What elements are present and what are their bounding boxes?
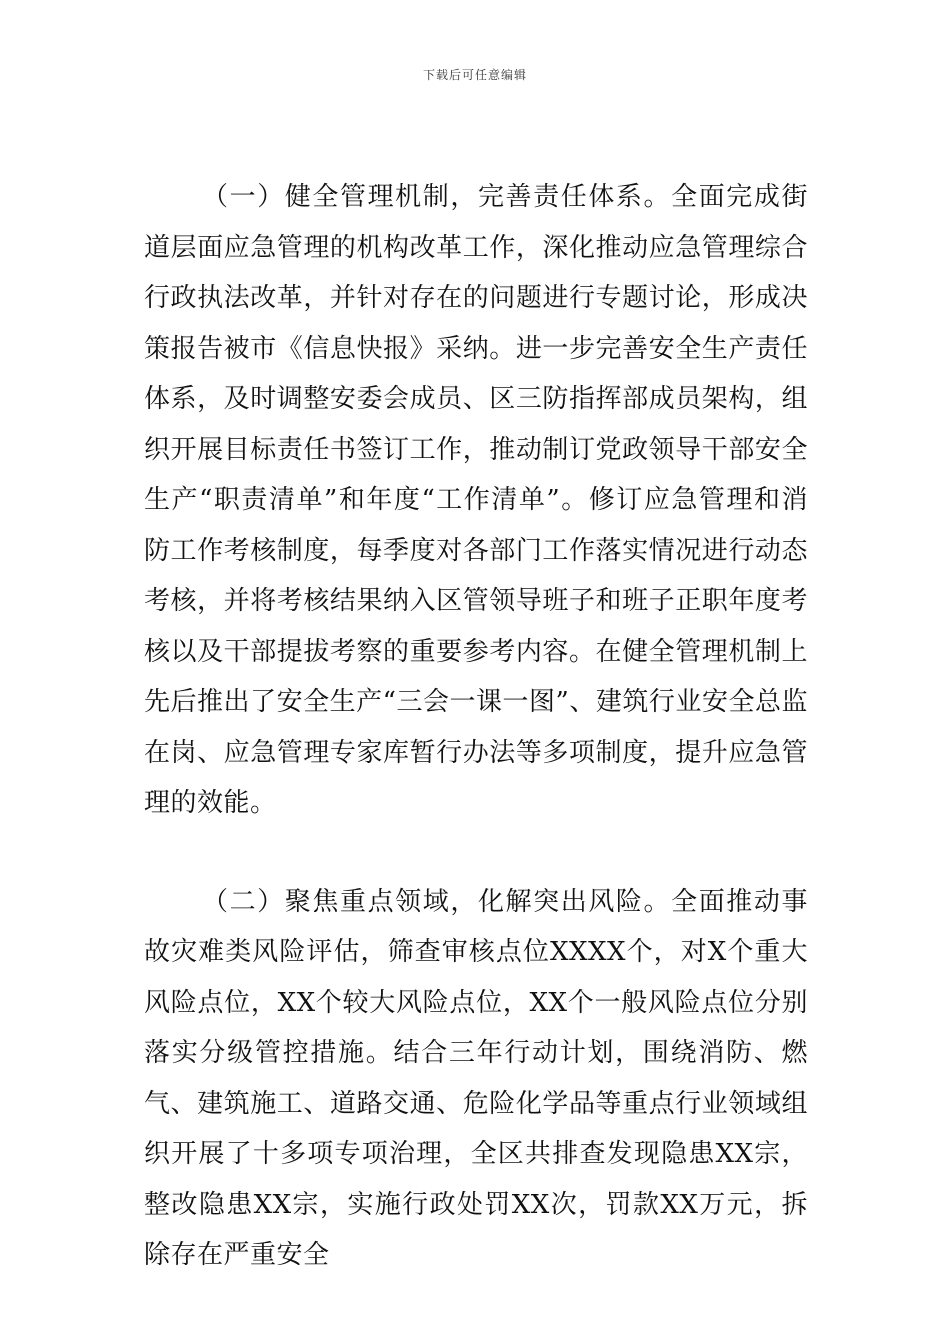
- document-body: [144, 172, 808, 1281]
- paragraph-2: （二）聚焦重点领域，化解突出风险。全面推动事故灾难类风险评估，筛查审核点位XXXX个，对X个重大风险点位，XX个较大风险点位，XX个一般风险点位分别落实分级管控措施。结合三年行动计划，围绕消防、燃气、建筑施工、道路交通、危险化学品等重点行业领域组织开展了十多项专项治理，全区共排查发现隐患XX宗，整改隐患XX宗，实施行政处罚XX次，罚款XX万元，拆除存在严重安全: [144, 886, 808, 1270]
- paragraph-1: （一）健全管理机制，完善责任体系。全面完成街道层面应急管理的机构改革工作，深化推动应急管理综合行政执法改革，并针对存在的问题进行专题讨论，形成决策报告被市《信息快报》采纳。进一步完善安全生产责任体系，及时调整安委会成员、区三防指挥部成员架构，组织开展目标责任书签订工作，推动制订党政领导干部安全生产“职责清单”和年度“工作清单”。修订应急管理和消防工作考核制度，每季度对各部门工作落实情况进行动态考核，并将考核结果纳入区管领导班子和班子正职年度考核以及干部提拔考察的重要参考内容。在健全管理机制上先后推出了安全生产“三会一课一图”、建筑行业安全总监在岗、应急管理专家库暂行办法等多项制度，提升应急管理的效能。: [144, 182, 808, 818]
- page-header-note: 下载后可任意编辑: [422, 68, 527, 82]
